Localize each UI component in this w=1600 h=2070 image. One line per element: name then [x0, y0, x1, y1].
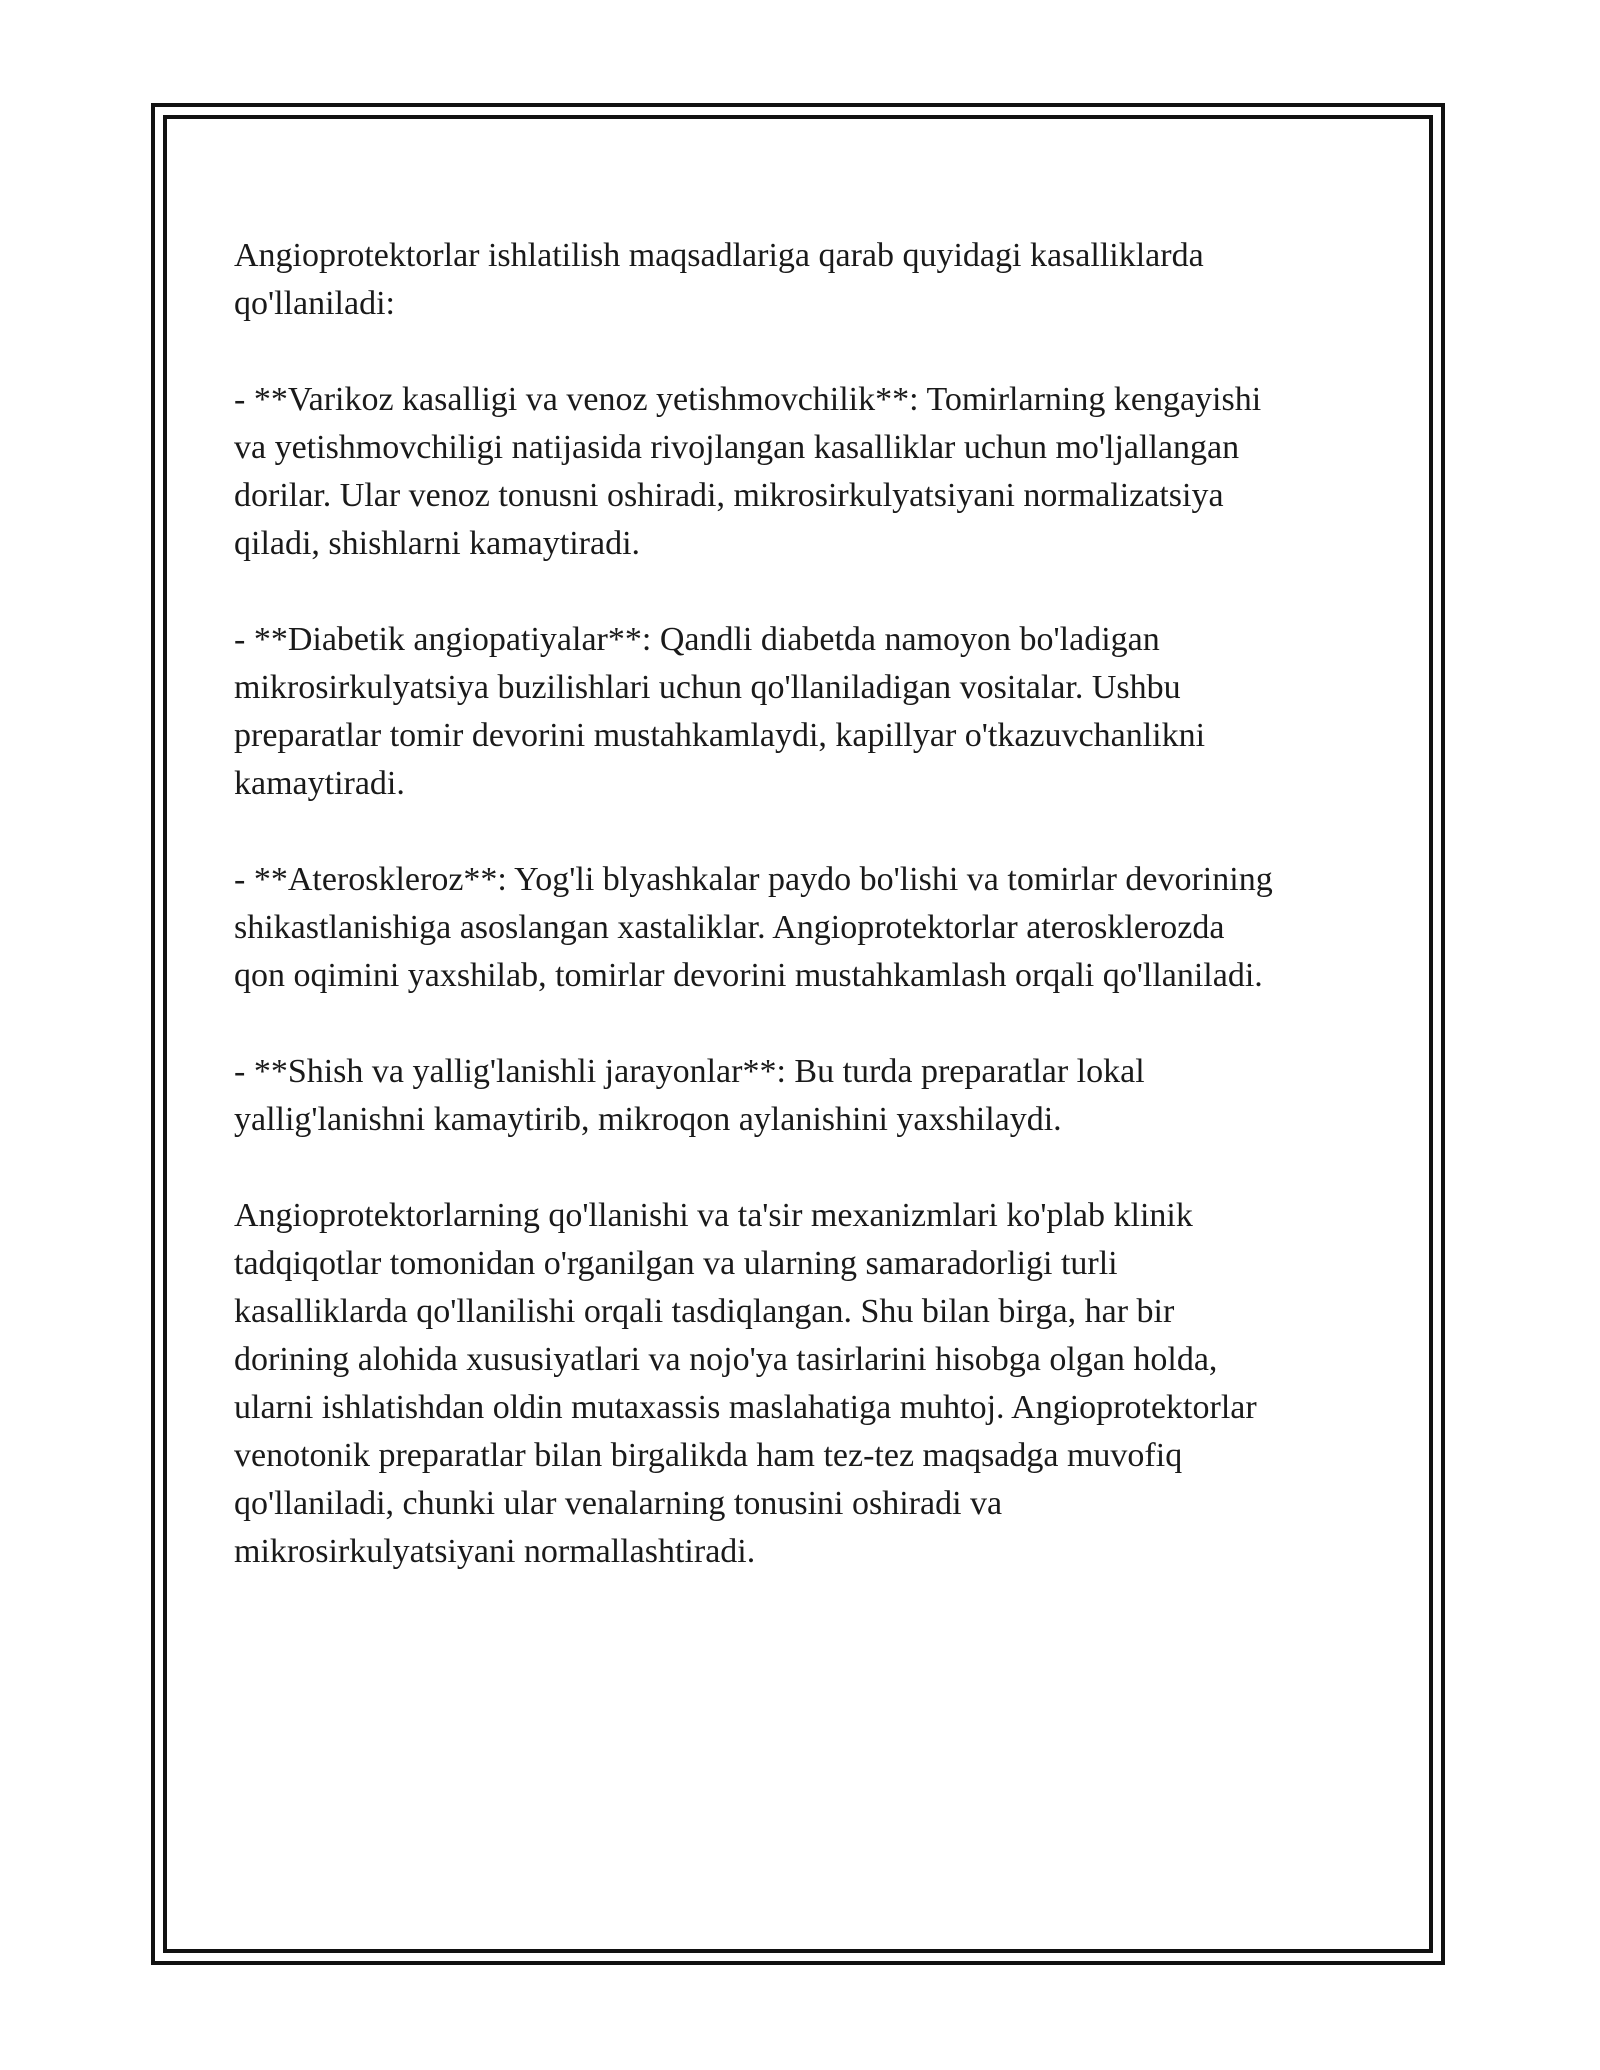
list-item-varikoz: - **Varikoz kasalligi va venoz yetishmovchilik**: Tomirlarning kengayishi va yetishmovchiligi natijasida rivojlangan kasalliklar uchun mo'ljallangan dorilar. Ular venoz tonusni oshiradi, mikrosirkulyatsiyani normalizatsiya qiladi, shishlarni kamaytiradi.: [234, 381, 1262, 562]
list-item-diabetik: - **Diabetik angiopatiyalar**: Qandli diabetda namoyon bo'ladigan mikrosirkulyatsiya buzilishlari uchun qo'llaniladigan vositalar. Ushbu preparatlar tomir devorini mustahkamlaydi, kapillyar o'tkazuvchanlikni kamaytiradi.: [234, 621, 1206, 802]
intro-paragraph: Angioprotektorlar ishlatilish maqsadlariga qarab quyidagi kasalliklarda qo'llaniladi:: [234, 237, 1204, 322]
conclusion-paragraph: Angioprotektorlarning qo'llanishi va ta'sir mexanizmlari ko'plab klinik tadqiqotlar tomonidan o'rganilgan va ularning samaradorligi turli kasalliklarda qo'llanilishi orqali tasdiqlangan. Shu bilan birga, har bir dorining alohida xususiyatlari va nojo'ya tasirlarini hisobga olgan holda, ularni ishlatishdan oldin mutaxassis maslahatiga muhtoj. Angioprotektorlar venotonik preparatlar bilan birgalikda ham tez-tez maqsadga muvofiq qo'llaniladi, chunki ular venalarning tonusini oshiradi va mikrosirkulyatsiyani normallashtiradi.: [234, 1197, 1257, 1570]
list-item-ateroskleroz: - **Ateroskleroz**: Yog'li blyashkalar paydo bo'lishi va tomirlar devorining shikastlanishiga asoslangan xastaliklar. Angioprotektorlar aterosklerozda qon oqimini yaxshilab, tomirlar devorini mustahkamlash orqali qo'llaniladi.: [234, 861, 1273, 994]
list-item-shish: - **Shish va yallig'lanishli jarayonlar**: Bu turda preparatlar lokal yallig'lanishni kamaytirib, mikroqon aylanishini yaxshilaydi.: [234, 1053, 1145, 1138]
document-body: [234, 232, 1364, 1624]
